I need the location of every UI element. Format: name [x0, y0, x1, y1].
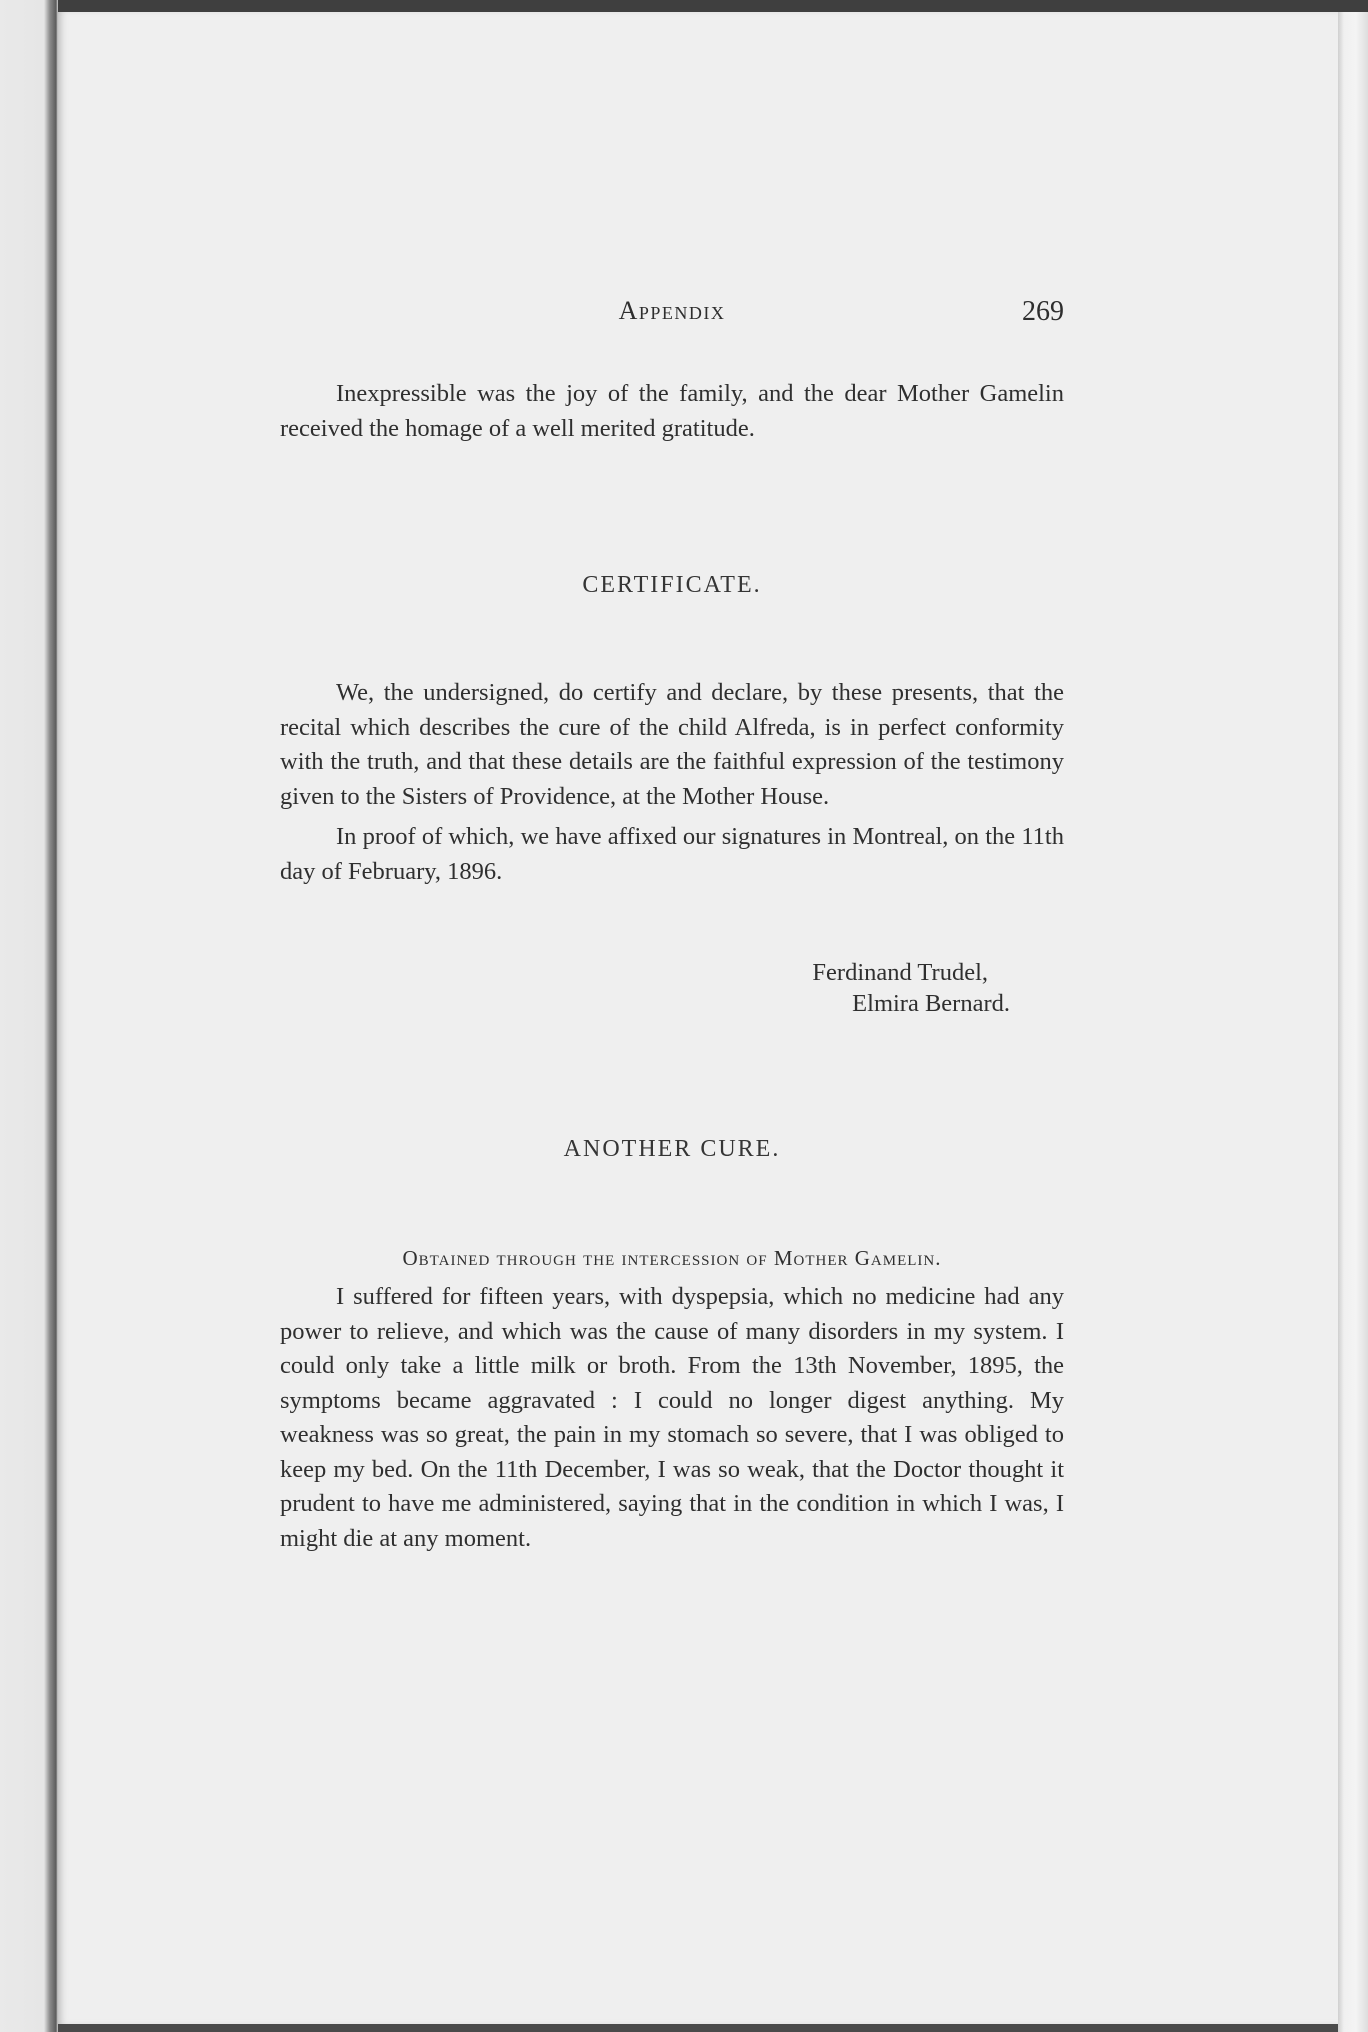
signature-block	[280, 957, 1010, 1019]
certificate-paragraph: In proof of which, we have affixed our signatures in Montreal, on the 11th day of February, 1896.	[280, 823, 1064, 885]
signature-ferdinand-trudel: Ferdinand Trudel,	[812, 959, 988, 986]
scan-bottom-edge	[58, 2024, 1338, 2032]
scan-top-edge	[0, 0, 1368, 12]
running-head-title: Appendix	[618, 296, 726, 325]
certificate-paragraph: We, the undersigned, do certify and declare, by these presents, that the recital which describes the cure of the child Alfreda, is in perfect conformity with the truth, and that these details are the faithful expression of the testimony given to the Sisters of Providence, at the Mother House.	[280, 679, 1064, 810]
another-cure-paragraph: I suffered for fifteen years, with dyspepsia, which no medicine had any power to relieve, and which was the cause of many disorders in my system. I could only take a little milk or broth. From the 13th November, 1895, the symptoms became aggravated : I could no longer digest anything. My weakness was so great, the pain in my stomach so severe, that I was obliged to keep my bed. On the 11th December, I was so weak, that the Doctor thought it prudent to have me administered, saying that in the condition in which I was, I might die at any moment.	[280, 1283, 1064, 1552]
running-head	[280, 296, 1064, 332]
certificate-heading: CERTIFICATE.	[582, 572, 762, 598]
page-right-edge	[1338, 12, 1368, 2032]
another-cure-heading: ANOTHER CURE.	[563, 1136, 781, 1162]
opening-paragraph: Inexpressible was the joy of the family, and the dear Mother Gamelin received the homage of a well merited gratitude.	[280, 380, 1064, 442]
book-gutter	[0, 0, 58, 2032]
another-cure-body	[280, 1280, 1064, 1556]
certificate-body	[280, 676, 1064, 889]
signature-elmira-bernard: Elmira Bernard.	[852, 990, 1010, 1017]
opening-paragraph-block	[280, 377, 1064, 446]
page-number: 269	[1022, 296, 1064, 327]
another-cure-subheading: Obtained through the intercession of Mother Gamelin.	[402, 1246, 942, 1270]
